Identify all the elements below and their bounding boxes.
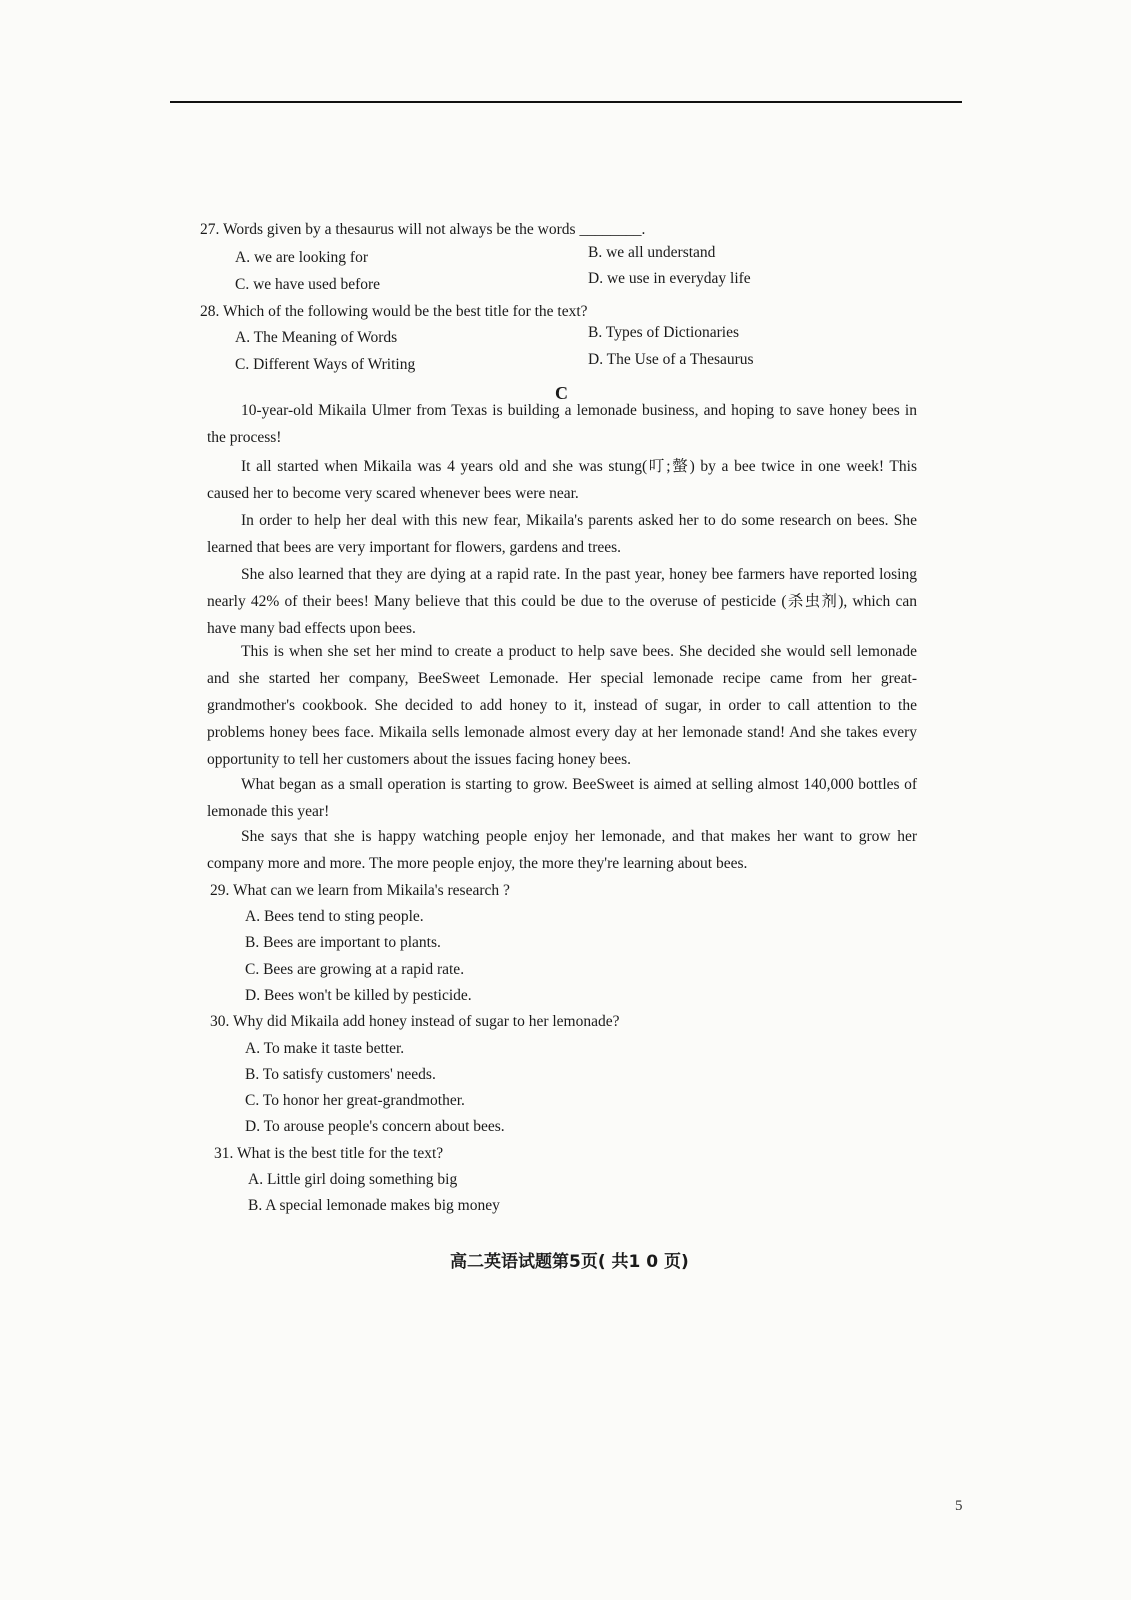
page-footer: 高二英语试题第5页( 共1 0 页) [450,1252,689,1272]
question-31-stem: 31. What is the best title for the text? [214,1145,444,1162]
question-30-option-a: A. To make it taste better. [245,1040,405,1057]
question-31-option-a: A. Little girl doing something big [248,1171,458,1188]
question-30-option-c: C. To honor her great-grandmother. [245,1092,465,1109]
passage-text: In order to help her deal with this new fear, Mikaila's parents asked her to do some research on bees. She learned that bees are very important for flowers, gardens and trees. [207,512,917,556]
passage-paragraph-7 [207,823,917,877]
header-rule [170,101,962,103]
question-30-option-b: B. To satisfy customers' needs. [245,1066,436,1083]
passage-text: 10-year-old Mikaila Ulmer from Texas is building a lemonade business, and hoping to save honey bees in the process! [207,402,917,446]
passage-paragraph-5 [207,638,917,773]
question-29-option-a: A. Bees tend to sting people. [245,908,424,925]
passage-text: What began as a small operation is starting to grow. BeeSweet is aimed at selling almost 140,000 bottles of lemonade this year! [207,776,917,820]
question-29-option-b: B. Bees are important to plants. [245,934,441,951]
passage-text: She also learned that they are dying at a rapid rate. In the past year, honey bee farmers have reported losing nearly 42% of their bees! Many believe that this could be due to the overuse of pesticide (杀虫剂), which can have many bad effects upon bees. [207,566,917,637]
question-27-option-d: D. we use in everyday life [588,270,751,287]
question-29-option-c: C. Bees are growing at a rapid rate. [245,961,465,978]
section-label: C [555,383,568,403]
passage-paragraph-4 [207,561,917,642]
passage-paragraph-1 [207,397,917,451]
question-30-stem: 30. Why did Mikaila add honey instead of sugar to her lemonade? [210,1013,620,1030]
question-29-option-d: D. Bees won't be killed by pesticide. [245,987,472,1004]
question-27-option-a: A. we are looking for [235,249,368,266]
question-27-stem: 27. Words given by a thesaurus will not always be the words ________. [200,221,646,238]
passage-paragraph-3 [207,507,917,561]
question-27-option-c: C. we have used before [235,276,381,293]
question-28-stem: 28. Which of the following would be the best title for the text? [200,303,588,320]
passage-paragraph-6 [207,771,917,825]
question-30-option-d: D. To arouse people's concern about bees. [245,1118,505,1135]
passage-text: It all started when Mikaila was 4 years old and she was stung(叮;螫) by a bee twice in one week! This caused her to become very scared whenever bees were near. [207,458,917,502]
question-31-option-b: B. A special lemonade makes big money [248,1197,500,1214]
question-28-option-c: C. Different Ways of Writing [235,356,416,373]
question-28-option-a: A. The Meaning of Words [235,329,398,346]
question-28-option-d: D. The Use of a Thesaurus [588,351,754,368]
passage-text: This is when she set her mind to create a product to help save bees. She decided she would sell lemonade and she started her company, BeeSweet Lemonade. Her special lemonade recipe came from her great-grandmother's cookbook. She decided to add honey to it, instead of sugar, in order to call attention to the problems honey bees face. Mikaila sells lemonade almost every day at her lemonade stand! And she takes every opportunity to tell her customers about the issues facing honey bees. [207,643,917,768]
question-27-option-b: B. we all understand [588,244,716,261]
passage-paragraph-2 [207,453,917,507]
passage-text: She says that she is happy watching people enjoy her lemonade, and that makes her want to grow her company more and more. The more people enjoy, the more they're learning about bees. [207,828,917,872]
question-28-option-b: B. Types of Dictionaries [588,324,740,341]
question-29-stem: 29. What can we learn from Mikaila's research ? [210,882,510,899]
page-number: 5 [955,1498,963,1514]
